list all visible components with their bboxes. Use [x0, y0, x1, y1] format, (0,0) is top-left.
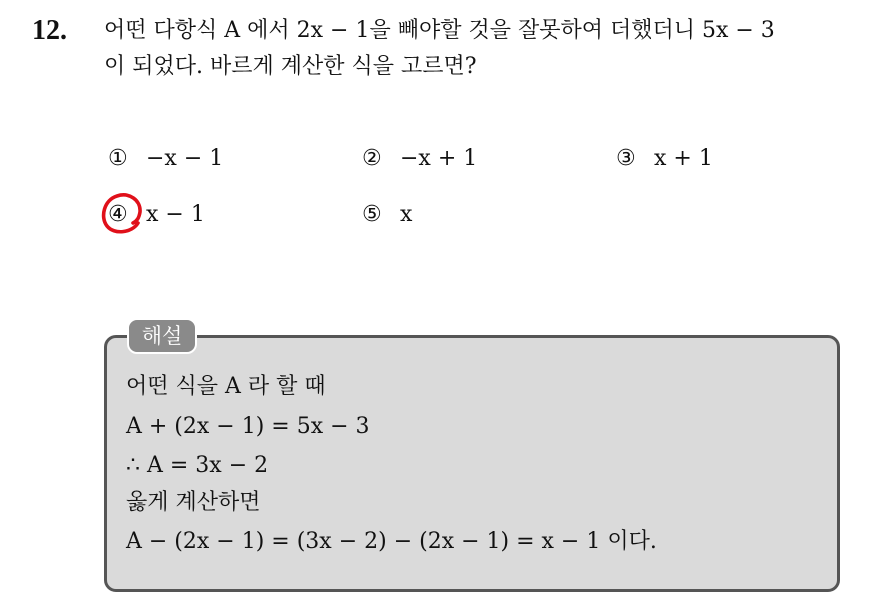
choice-2[interactable] — [362, 144, 477, 174]
question-number: 12. — [32, 15, 67, 46]
question-text-line-1: 어떤 다항식 A 에서 2x − 1을 빼야할 것을 잘못하여 더했더니 5x − 3 — [104, 18, 775, 43]
selected-answer-circle-mark — [98, 190, 146, 238]
choice-3[interactable] — [616, 144, 713, 174]
choice-1-value: −x − 1 — [146, 146, 224, 171]
solution-line-2: A + (2x − 1) = 5x − 3 — [126, 414, 370, 439]
choice-1[interactable] — [108, 144, 223, 174]
choice-5-value: x — [400, 202, 413, 227]
choice-1-number: ① — [108, 146, 128, 171]
solution-line-4: 옳게 계산하면 — [126, 490, 261, 515]
choice-3-number: ③ — [616, 146, 636, 171]
solution-tab-label: 해설 — [127, 318, 197, 354]
choice-4-number: ④ — [108, 202, 128, 227]
choice-5[interactable] — [362, 200, 412, 230]
solution-line-1: 어떤 식을 A 라 할 때 — [126, 374, 326, 399]
solution-line-3: ∴ A = 3x − 2 — [126, 453, 269, 478]
choice-3-value: x + 1 — [654, 146, 713, 171]
question-text-line-2: 이 되었다. 바르게 계산한 식을 고르면? — [104, 54, 477, 79]
choice-2-value: −x + 1 — [400, 146, 478, 171]
choice-4-value: x − 1 — [146, 202, 205, 227]
solution-line-5: A − (2x − 1) = (3x − 2) − (2x − 1) = x − 1 이다. — [126, 529, 657, 554]
choice-2-number: ② — [362, 146, 382, 171]
choice-5-number: ⑤ — [362, 202, 382, 227]
